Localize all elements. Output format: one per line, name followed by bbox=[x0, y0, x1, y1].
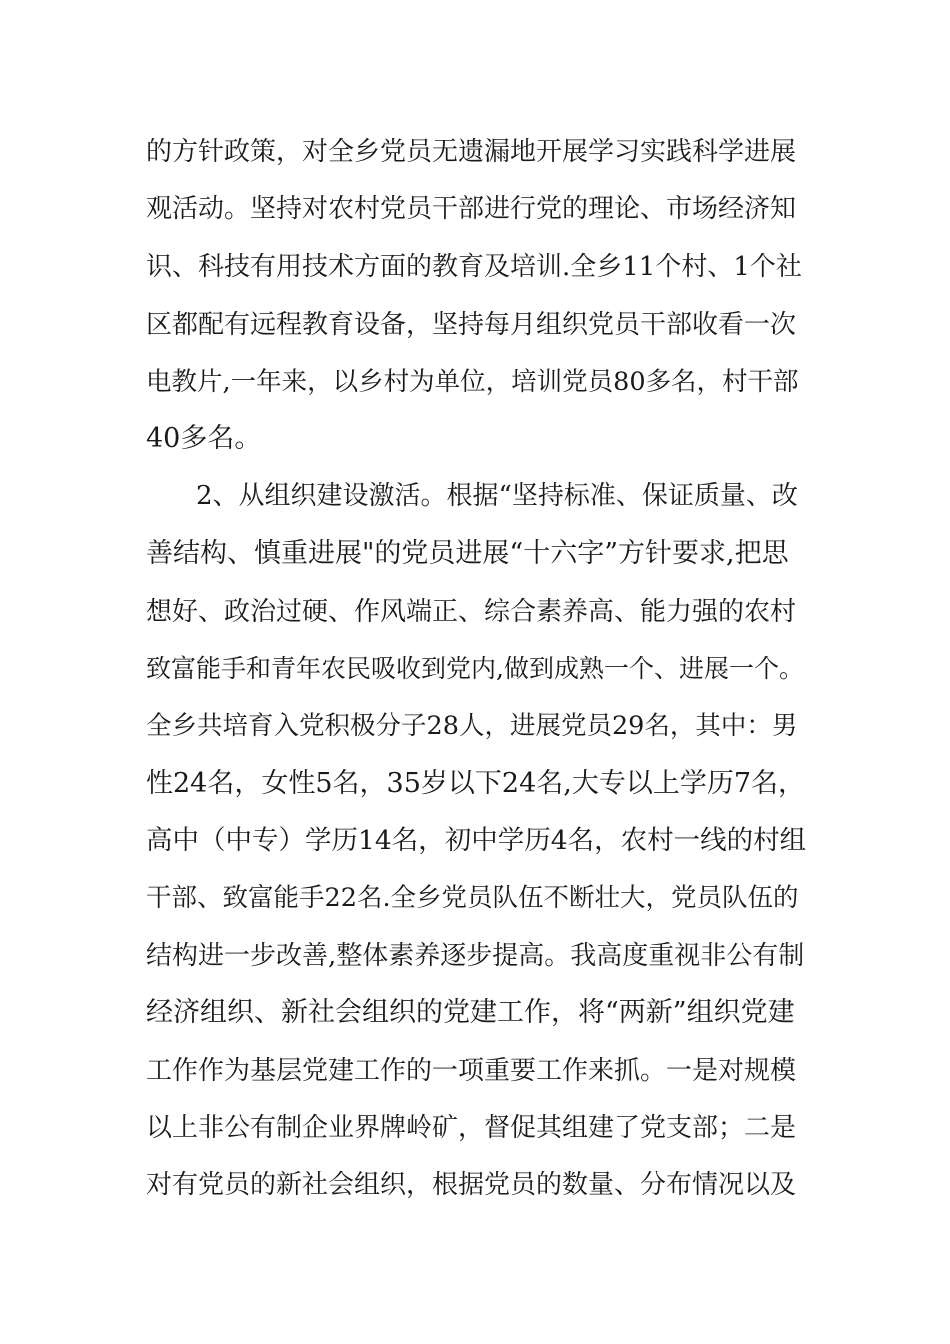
text-line-19: 对有党员的新社会组织，根据党员的数量、分布情况以及 bbox=[146, 1170, 797, 1200]
text-line-14: 干部、致富能手22名.全乡党员队伍不断壮大，党员队伍的 bbox=[146, 883, 799, 913]
text-line-3: 识、科技有用技术方面的教育及培训.全乡11个村、1个社 bbox=[146, 252, 802, 282]
text-line-16: 经济组织、新社会组织的党建工作，将“两新”组织党建 bbox=[146, 997, 795, 1028]
text-line-17: 工作作为基层党建工作的一项重要工作来抓。一是对规模 bbox=[146, 1056, 797, 1086]
text-line-9: 想好、政治过硬、作风端正、综合素养高、能力强的农村 bbox=[146, 597, 797, 627]
text-line-1: 的方针政策，对全乡党员无遗漏地开展学习实践科学进展 bbox=[146, 137, 797, 167]
text-line-13: 高中（中专）学历14名，初中学历4名，农村一线的村组 bbox=[146, 825, 807, 856]
text-line-10: 致富能手和青年农民吸收到党内,做到成熟一个、进展一个。 bbox=[146, 654, 804, 683]
text-line-8: 善结构、慎重进展"的党员进展“十六字”方针要求,把思 bbox=[146, 538, 789, 569]
text-line-2: 观活动。坚持对农村党员干部进行党的理论、市场经济知 bbox=[146, 194, 797, 224]
text-line-12: 性24名，女性5名，35岁以下24名,大专以上学历7名， bbox=[146, 768, 806, 799]
text-line-6: 40多名。 bbox=[146, 423, 262, 454]
paragraph-2-first-line: 2、从组织建设激活。根据“坚持标准、保证质量、改 bbox=[196, 481, 798, 511]
text-line-5: 电教片,一年来，以乡村为单位，培训党员80多名，村干部 bbox=[146, 367, 799, 397]
text-line-18: 以上非公有制企业界牌岭矿，督促其组建了党支部；二是 bbox=[146, 1113, 797, 1143]
text-line-11: 全乡共培育入党积极分子28人，进展党员29名，其中：男 bbox=[146, 711, 798, 741]
text-line-4: 区都配有远程教育设备，坚持每月组织党员干部收看一次 bbox=[146, 310, 797, 340]
text-line-15: 结构进一步改善,整体素养逐步提高。我高度重视非公有制 bbox=[146, 941, 805, 971]
